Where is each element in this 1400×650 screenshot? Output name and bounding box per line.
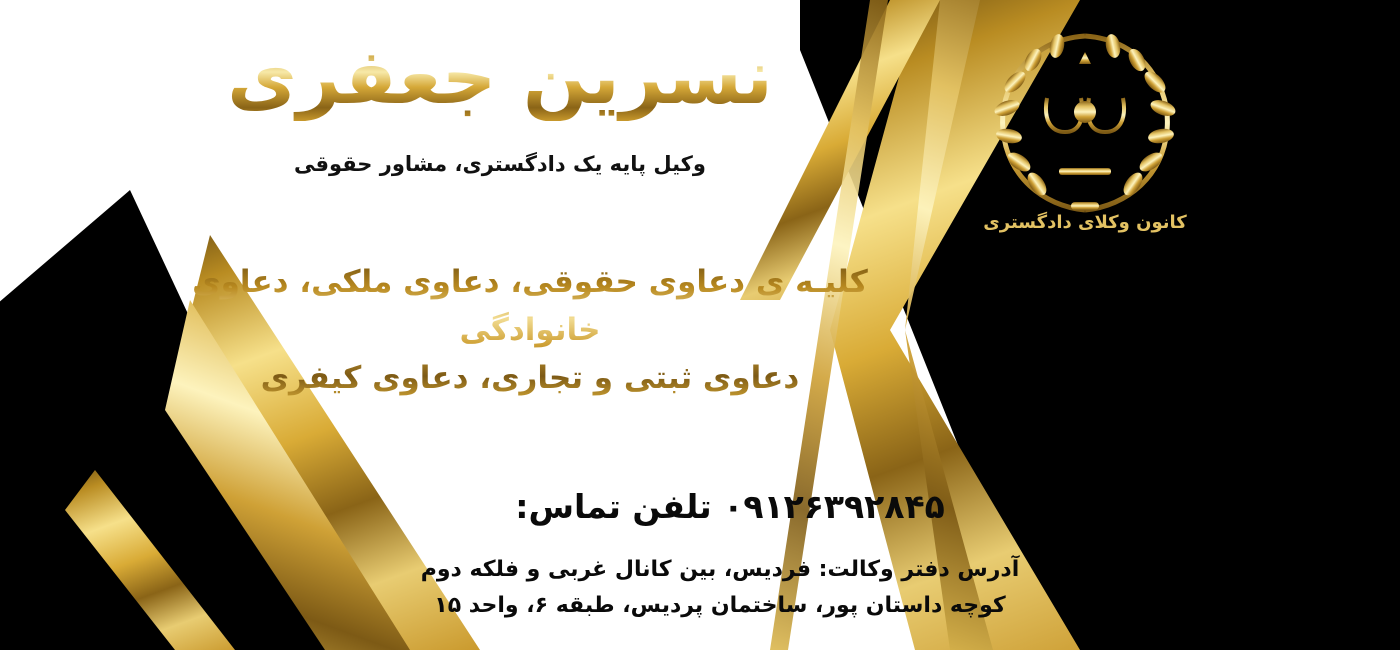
phone-label: تلفن تماس: (515, 487, 712, 526)
phone-number: ۰۹۱۲۶۳۹۲۸۴۵ (723, 487, 945, 526)
address-line-2: کوچه داستان پور، ساختمان پردیس، طبقه ۶، واحد ۱۵ (434, 593, 1006, 619)
job-title: وکیل پایه یک دادگستری، مشاور حقوقی (294, 152, 706, 176)
services-block (150, 258, 910, 402)
phone-row (420, 487, 1040, 526)
address-block (390, 552, 1050, 625)
services-line-1: کلیـه ی دعاوی حقوقی، دعاوی ملکی، دعاوی خانوادگی (192, 264, 868, 349)
services-line-2: دعاوی ثبتی و تجاری، دعاوی کیفری (260, 360, 800, 397)
address-line-1: آدرس دفتر وکالت: فردیس، بین کانال غربی و فلکه دوم (420, 557, 1020, 582)
page-title: نسرین جعفری (200, 32, 800, 121)
emblem-caption: کانون وکلای دادگستری (983, 212, 1187, 233)
